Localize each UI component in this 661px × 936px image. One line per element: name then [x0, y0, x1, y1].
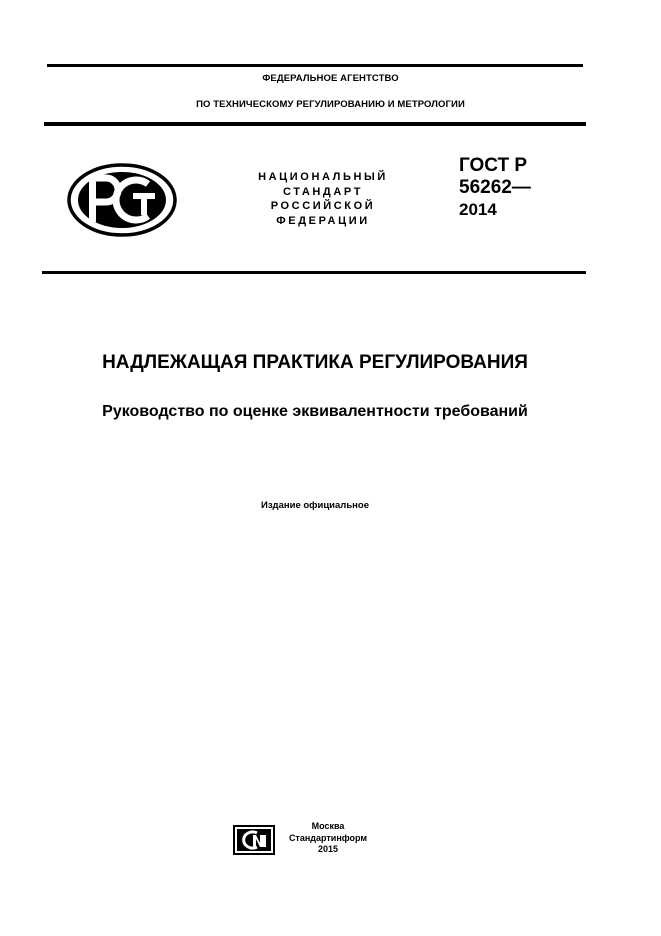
national-line-3: РОССИЙСКОЙ: [270, 200, 376, 212]
publisher-name: Стандартинформ: [288, 832, 368, 843]
national-line-1: НАЦИОНАЛЬНЫЙ: [258, 171, 388, 183]
national-standard-label: [238, 170, 408, 228]
rst-logo-icon: [66, 162, 178, 238]
header-bottom-rule: [44, 122, 586, 126]
edition-note: Издание официальное: [261, 500, 369, 511]
publisher-year: 2015: [317, 844, 339, 854]
publisher-city: Москва: [311, 821, 345, 831]
publisher-block: [278, 821, 378, 856]
standard-designation: [459, 155, 531, 221]
designation-line-2: 56262—: [459, 177, 531, 198]
header-top-rule: [47, 64, 583, 67]
standard-block-rule: [42, 271, 586, 274]
agency-name-line2: ПО ТЕХНИЧЕСКОМУ РЕГУЛИРОВАНИЮ И МЕТРОЛОГИИ: [196, 99, 465, 110]
national-line-2: СТАНДАРТ: [282, 185, 364, 198]
document-subtitle: Руководство по оценке эквивалентности требований: [102, 403, 528, 420]
agency-name-line1: ФЕДЕРАЛЬНОЕ АГЕНТСТВО: [262, 73, 399, 84]
designation-year: 2014: [459, 200, 497, 219]
national-line-4: ФЕДЕРАЦИИ: [276, 214, 370, 227]
document-title: НАДЛЕЖАЩАЯ ПРАКТИКА РЕГУЛИРОВАНИЯ: [102, 352, 528, 373]
designation-line-1: ГОСТ Р: [459, 155, 528, 176]
standartinform-logo-icon: [233, 825, 275, 855]
